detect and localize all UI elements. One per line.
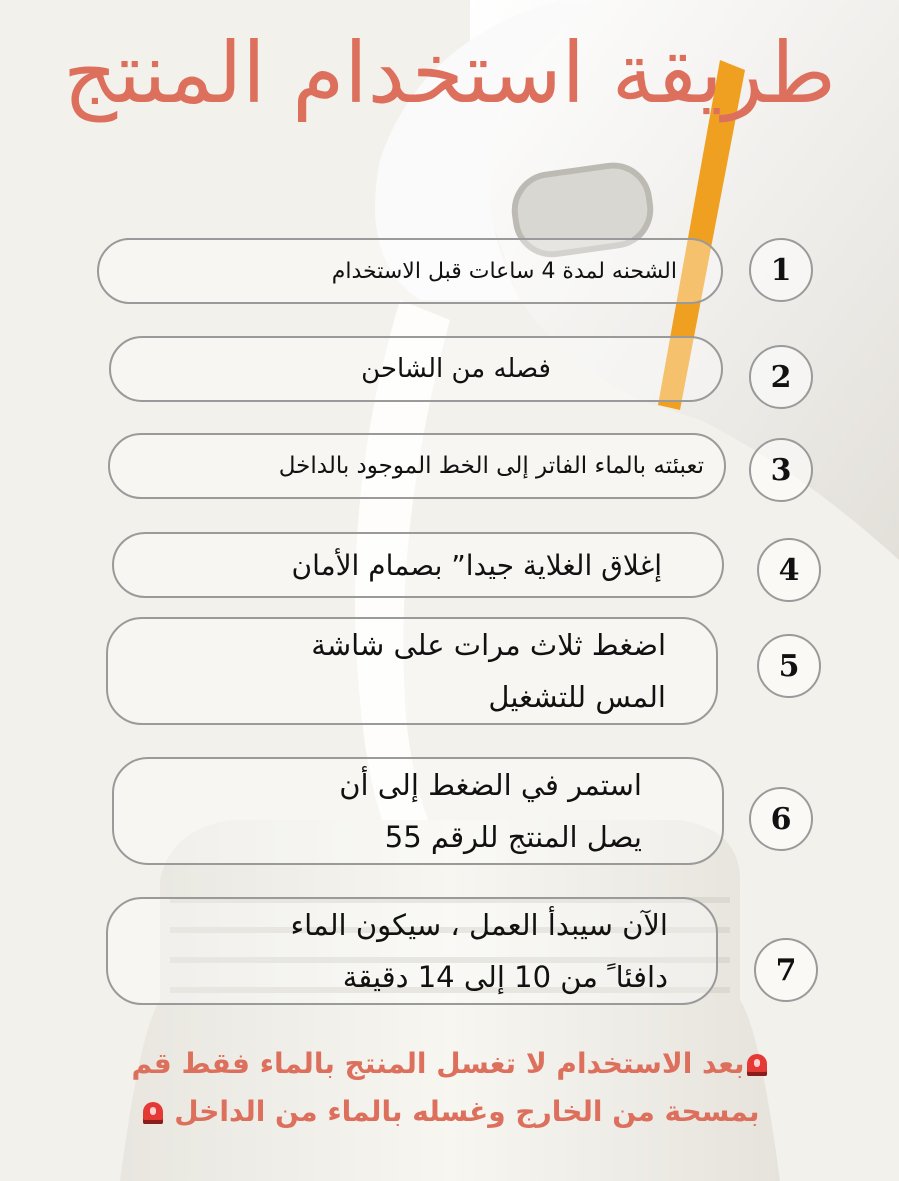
siren-icon [143,1102,163,1124]
step-5-text-box [106,617,718,725]
step-2-text-box [109,336,723,402]
step-4-number: 4 [757,538,821,602]
step-6-text-box [112,757,724,865]
step-2-number: 2 [749,345,813,409]
step-1-text-box [97,238,723,304]
step-7-number: 7 [754,938,818,1002]
step-7-text-box [106,897,718,1005]
step-7-text: الآن سيبدأ العمل ، سيكون الماء دافئا ً من 10 إلى 14 دقيقة [290,908,668,994]
page-title: طريقة استخدام المنتج [63,24,836,122]
step-4-text-box [112,532,724,598]
after-use-note [60,1040,840,1136]
step-6-number: 6 [749,787,813,851]
step-1-number: 1 [749,238,813,302]
step-3-number: 3 [749,438,813,502]
step-3-text-box [108,433,726,499]
note-line-2: بمسحة من الخارج وغسله بالماء من الداخل [60,1088,840,1136]
step-3-text: تعبئته بالماء الفاتر إلى الخط الموجود بالداخل [278,453,704,479]
step-5-number: 5 [757,634,821,698]
step-5-text: اضغط ثلاث مرات على شاشة المس للتشغيل [311,628,666,714]
step-1-text: الشحنه لمدة 4 ساعات قبل الاستخدام [331,258,677,284]
siren-icon [747,1054,767,1076]
step-2-text: فصله من الشاحن [361,354,551,384]
step-6-text: استمر في الضغط إلى أن يصل المنتج للرقم 55 [339,768,642,854]
note-line-1: بعد الاستخدام لا تغسل المنتج بالماء فقط قم [60,1040,840,1088]
step-4-text: إغلاق الغلاية جيدا” بصمام الأمان [291,548,662,582]
